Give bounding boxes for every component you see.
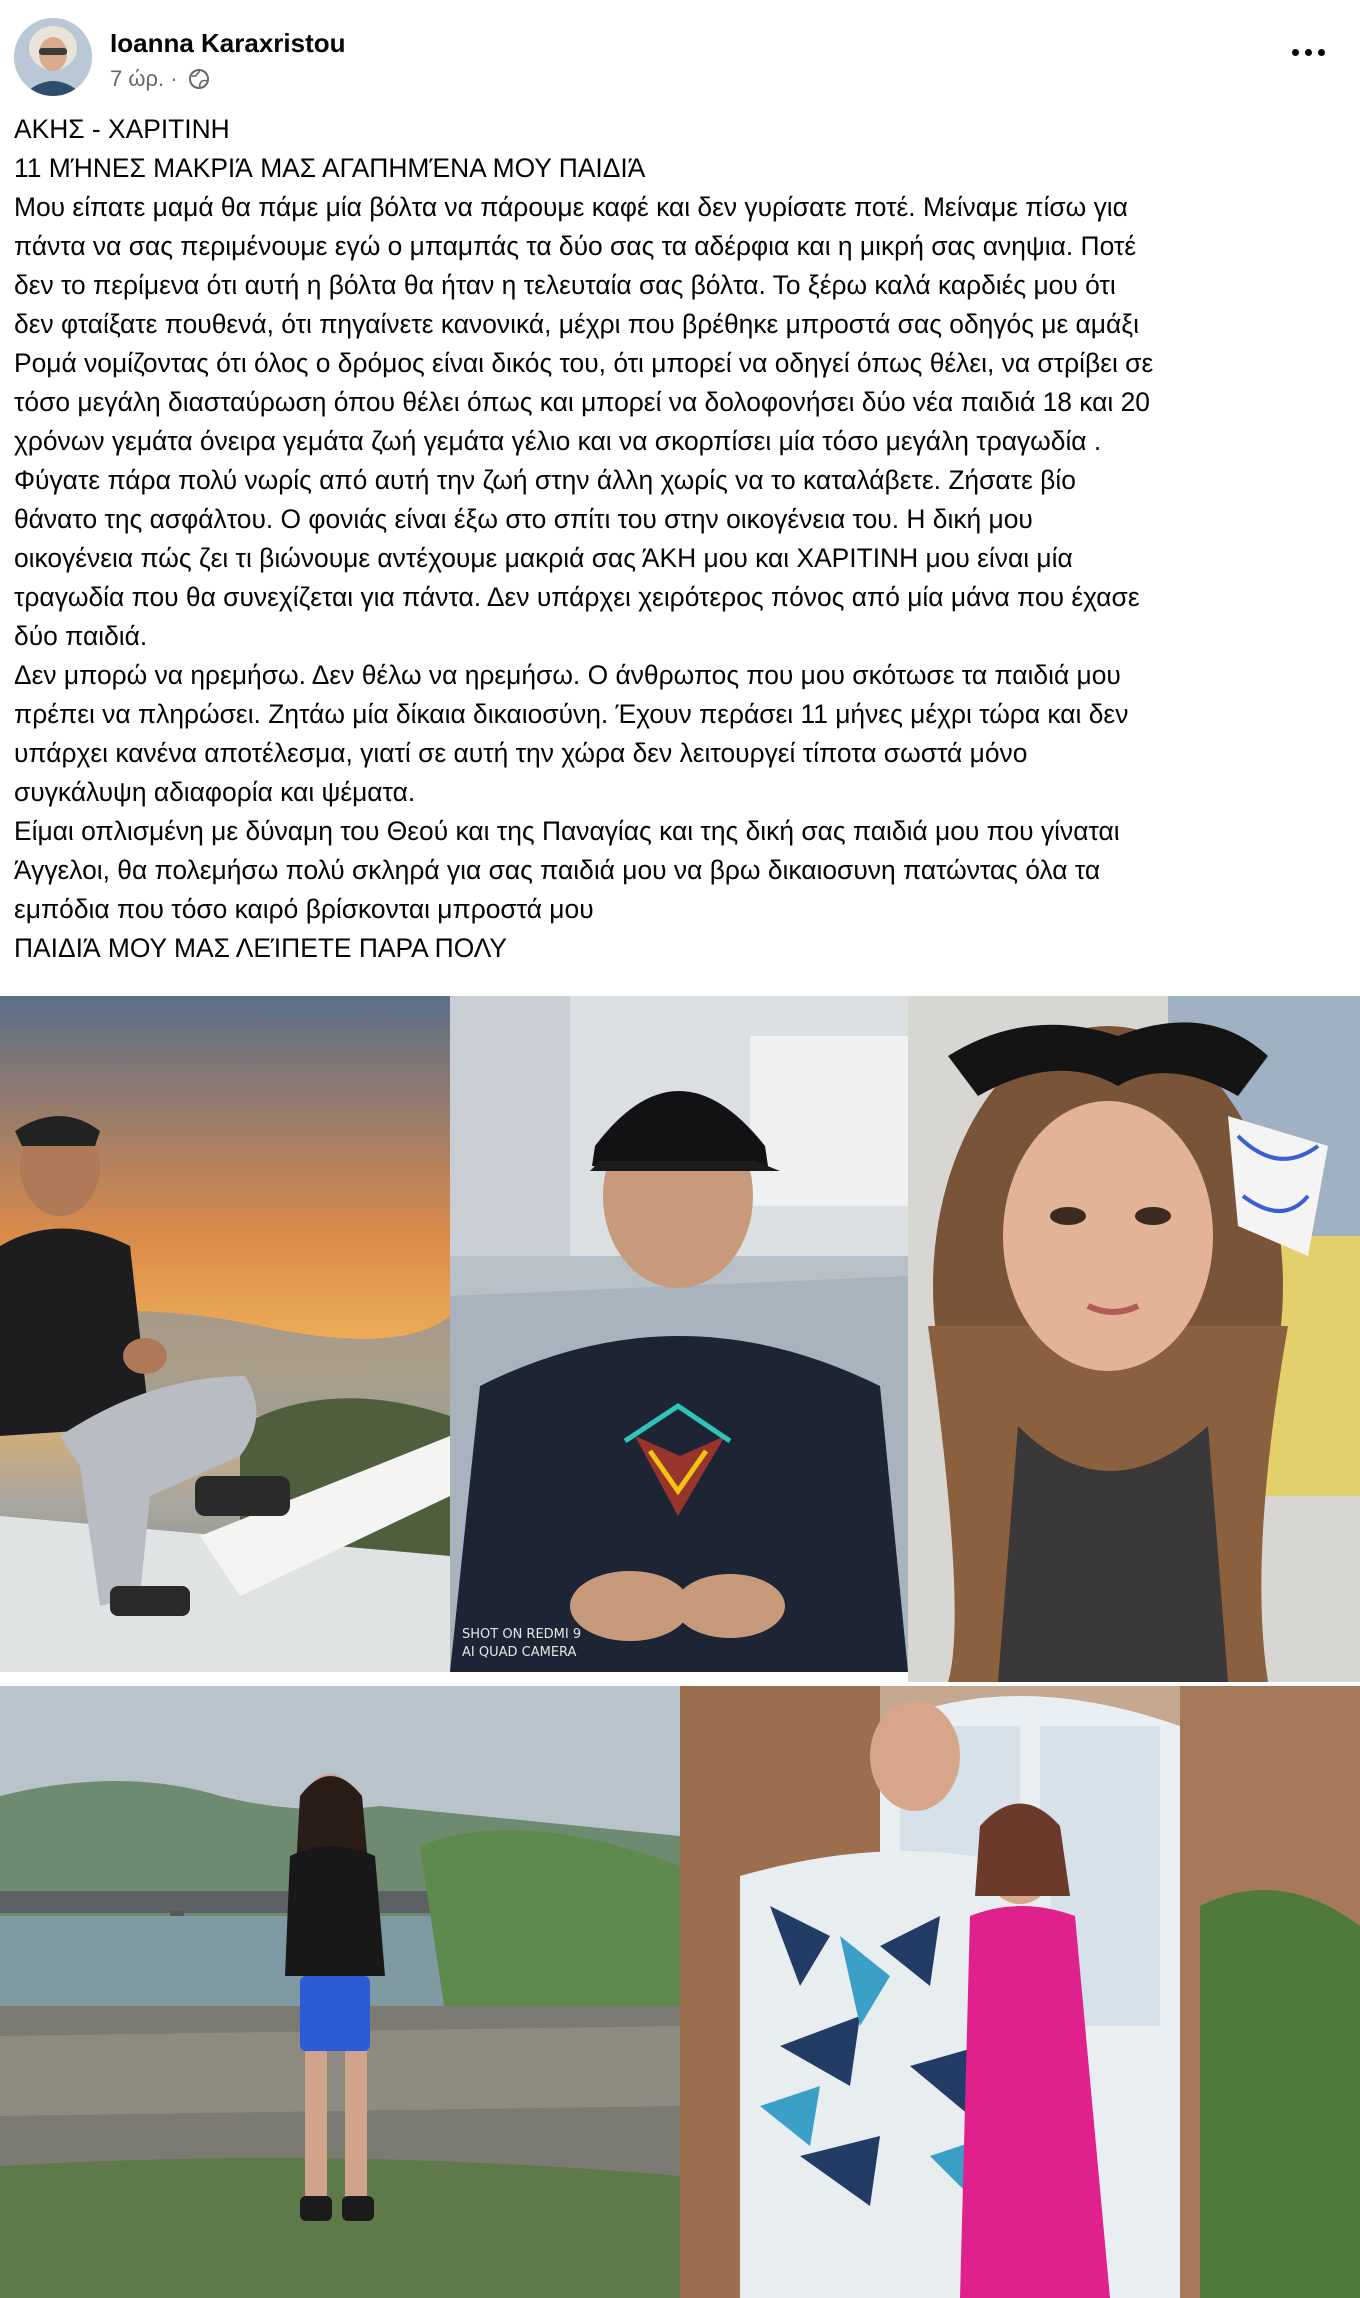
photo-1[interactable] [0, 996, 450, 1672]
post-meta [110, 66, 210, 92]
photo-2[interactable] [450, 996, 908, 1672]
post-line: τραγωδία που θα συνεχίζεται για πάντα. Δεν υπάρχει χειρότερος πόνος από μία μάνα που έχασε [14, 582, 1140, 612]
photo-5[interactable] [680, 1686, 1360, 2298]
post-header [14, 14, 1346, 94]
post-line: ΠΑΙΔΙΆ ΜΟΥ ΜΑΣ ΛΕΊΠΕΤΕ ΠΑΡΑ ΠΟΛΥ [14, 933, 508, 963]
photo-3[interactable] [908, 996, 1360, 1682]
more-options-button[interactable] [1284, 38, 1332, 66]
author-avatar[interactable] [14, 18, 92, 96]
post-line: δεν το περίμενα ότι αυτή η βόλτα θα ήταν η τελευταία σας βόλτα. Το ξέρω καλά καρδιές μου ότι [14, 270, 1116, 300]
post-line: 11 ΜΉΝΕΣ ΜΑΚΡΙΆ ΜΑΣ ΑΓΑΠΗΜΈΝΑ ΜΟΥ ΠΑΙΔΙΆ [14, 153, 646, 183]
post-line: Ρομά νομίζοντας ότι όλος ο δρόμος είναι δικός του, ότι μπορεί να οδηγεί όπως θέλει, να στρίβει σε [14, 348, 1154, 378]
post-line: θάνατο της ασφάλτου. Ο φονιάς είναι έξω στο σπίτι του στην οικογένεια του. Η δική μου [14, 504, 1033, 534]
post-line: Άγγελοι, θα πολεμήσω πολύ σκληρά για σας παιδιά μου να βρω δικαιοσυνη πατώντας όλα τα [14, 855, 1101, 885]
photo-watermark: AI QUAD CAMERA [462, 1645, 577, 1660]
post-line: χρόνων γεμάτα όνειρα γεμάτα ζωή γεμάτα γέλιο και να σκορπίσει μία τόσο μεγάλη τραγωδία . [14, 426, 1102, 456]
post-line: Μου είπατε μαμά θα πάμε μία βόλτα να πάρουμε καφέ και δεν γυρίσατε ποτέ. Μείναμε πίσω για [14, 192, 1128, 222]
photo-watermark: SHOT ON REDMI 9 [462, 1627, 582, 1642]
post-line: συγκάλυψη αδιαφορία και ψέματα. [14, 777, 416, 807]
more-dots-icon [1292, 49, 1299, 56]
post-line: τόσο μεγάλη διασταύρωση όπου θέλει όπως και μπορεί να δολοφονήσει δύο νέα παιδιά 18 και 20 [14, 387, 1150, 417]
photo-4[interactable] [0, 1686, 680, 2298]
more-dot [1305, 49, 1312, 56]
post-time[interactable]: 7 ώρ. · [110, 66, 178, 91]
post-line: Φύγατε πάρα πολύ νωρίς από αυτή την ζωή στην άλλη χωρίς να το καταλάβετε. Ζήσατε βίο [14, 465, 1076, 495]
post-line: Δεν μπορώ να ηρεμήσω. Δεν θέλω να ηρεμήσω. Ο άνθρωπος που μου σκότωσε τα παιδιά μου [14, 660, 1121, 690]
post-body [14, 110, 1334, 968]
post-line: Είμαι οπλισμένη με δύναμη του Θεού και της Παναγίας και της δική σας παιδιά μου που γίναται [14, 816, 1120, 846]
post-line: δεν φταίξατε πουθενά, ότι πηγαίνετε κανονικά, μέχρι που βρέθηκε μπροστά σας οδηγός με αμάξι [14, 309, 1139, 339]
photo-collage [0, 996, 1360, 2298]
post-line: πρέπει να πληρώσει. Ζητάω μία δίκαια δικαιοσύνη. Έχουν περάσει 11 μήνες μέχρι τώρα και δεν [14, 699, 1129, 729]
globe-icon [188, 68, 210, 90]
post-line: εμπόδια που τόσο καιρό βρίσκονται μπροστά μου [14, 894, 594, 924]
post-line: υπάρχει κανένα αποτέλεσμα, γιατί σε αυτή την χώρα δεν λειτουργεί τίποτα σωστά μόνο [14, 738, 1028, 768]
post-line: οικογένεια πώς ζει τι βιώνουμε αντέχουμε μακριά σας ΆΚΗ μου και ΧΑΡΙΤΙΝΗ μου είναι μία [14, 543, 1073, 573]
author-name[interactable]: Ioanna Karaxristou [110, 28, 346, 58]
post-line: δύο παιδιά. [14, 621, 148, 651]
more-dot [1318, 49, 1325, 56]
post-line: ΑΚΗΣ - ΧΑΡΙΤΙΝΗ [14, 114, 230, 144]
post-line: πάντα να σας περιμένουμε εγώ ο μπαμπάς τα δύο σας τα αδέρφια και η μικρή σας ανηψια. Ποτέ [14, 231, 1137, 261]
